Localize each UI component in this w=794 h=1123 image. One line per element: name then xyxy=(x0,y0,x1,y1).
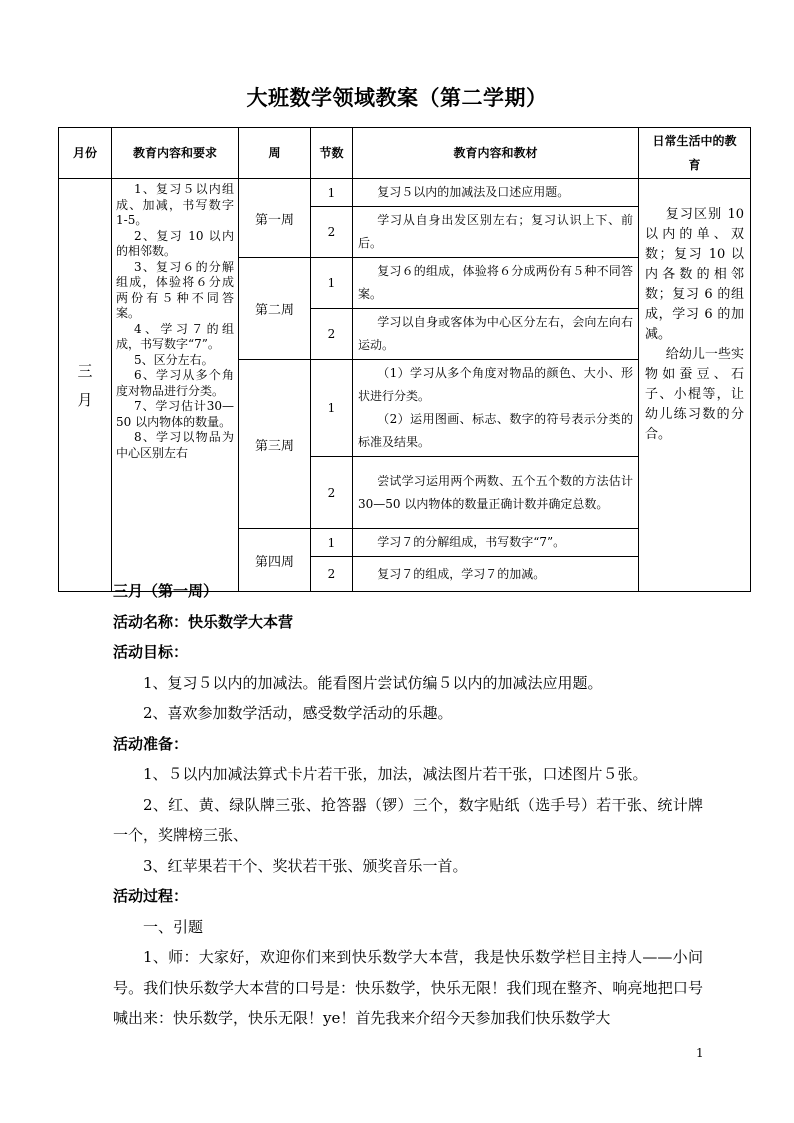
content-line: 复习６的组成，体验将６分成两份有５种不同答案。 xyxy=(358,264,633,301)
content-line: 学习７的分解组成，书写数字“7”。 xyxy=(377,535,566,549)
session-content xyxy=(353,207,639,258)
goal-item: 2、喜欢参加数学活动，感受数学活动的乐趣。 xyxy=(143,704,453,722)
content-line: （1）学习从多个角度对物品的颜色、大小、形状进行分类。 xyxy=(358,366,633,403)
session-number: 1 xyxy=(311,360,353,457)
header-daily: 日常生活中的教育 xyxy=(639,128,751,179)
week-heading: 三月（第一周） xyxy=(113,582,219,600)
table-row xyxy=(59,179,751,207)
month-cell xyxy=(59,179,112,592)
header-requirements: 教育内容和要求 xyxy=(112,128,239,179)
session-number: 1 xyxy=(311,258,353,309)
table-header-row xyxy=(59,128,751,179)
prep-item: 2、红、黄、绿队牌三张、抢答器（锣）三个，数字贴纸（选手号）若干张、统计牌一个，奖牌榜三张、 xyxy=(113,795,703,844)
goals-heading: 活动目标： xyxy=(113,643,189,661)
content-line: 学习从自身出发区别左右；复习认识上下、前后。 xyxy=(358,213,633,250)
session-content xyxy=(353,360,639,457)
content-line: 尝试学习运用两个两数、五个五个数的方法估计 30—50 以内物体的数量正确计数并确定总数。 xyxy=(358,473,633,511)
session-content xyxy=(353,457,639,529)
session-number: 2 xyxy=(311,557,353,592)
prep-item: 3、红苹果若干个、奖状若干张、颁奖音乐一首。 xyxy=(143,856,468,875)
header-session: 节数 xyxy=(311,128,353,179)
document-title: 大班数学领域教案（第二学期） xyxy=(246,85,548,110)
header-month: 月份 xyxy=(59,128,112,179)
session-number: 1 xyxy=(311,179,353,207)
session-content xyxy=(353,529,639,557)
process-item: 一、引题 xyxy=(143,917,204,936)
lesson-plan-table xyxy=(58,127,751,592)
week-label: 第四周 xyxy=(239,529,311,592)
week-label: 第一周 xyxy=(239,179,311,258)
month-char: 月 xyxy=(77,391,93,409)
content-line: 复习７的组成，学习７的加减。 xyxy=(377,566,546,581)
requirement-item: 7、学习估计30—50 以内物体的数量。 xyxy=(116,399,234,429)
requirement-item: 8、学习以物品为中心区别左右 xyxy=(116,430,234,460)
prep-item: 1、５以内加减法算式卡片若干张，加法，减法图片若干张，口述图片５张。 xyxy=(143,765,648,783)
requirement-item: 1、复习５以内组成、加减，书写数字 1-5。 xyxy=(116,182,234,227)
goal-item: 1、复习５以内的加减法。能看图片尝试仿编５以内的加减法应用题。 xyxy=(143,673,603,692)
requirement-item: 2、复习 10 以内的相邻数。 xyxy=(116,228,234,258)
activity-name: 活动名称：快乐数学大本营 xyxy=(113,612,294,631)
session-content xyxy=(353,309,639,360)
process-item: 1、师：大家好，欢迎你们来到快乐数学大本营，我是快乐数学栏目主持人——小问号。我们快乐数学大本营的口号是：快乐数学，快乐无限！我们现在整齐、响亮地把口号喊出来：快乐数学，快乐无限！ye！首先我来介绍今天参加我们快乐数学大 xyxy=(113,948,703,1027)
session-content xyxy=(353,179,639,207)
requirement-item: 3、复习６的分解组成，体验将６分成两份有５种不同答案。 xyxy=(116,259,234,320)
header-week: 周 xyxy=(239,128,311,179)
session-number: 1 xyxy=(311,529,353,557)
session-number: 2 xyxy=(311,309,353,360)
session-number: 2 xyxy=(311,457,353,529)
content-line: 学习以自身或客体为中心区分左右，会向左向右运动。 xyxy=(358,315,633,352)
requirement-item: 4、学习７的组成，书写数字“7”。 xyxy=(116,321,234,351)
prep-heading: 活动准备： xyxy=(113,734,189,753)
session-content xyxy=(353,258,639,309)
week-label: 第二周 xyxy=(239,258,311,360)
requirement-item: 6、学习从多个角度对物品进行分类。 xyxy=(116,368,234,398)
daily-item: 给幼儿一些实物如蚕豆、石子、小棍等，让幼儿练习数的分合。 xyxy=(645,347,744,442)
process-heading: 活动过程： xyxy=(113,887,189,905)
header-content: 教育内容和教材 xyxy=(353,128,639,179)
page-number: 1 xyxy=(696,1046,704,1060)
daily-education-cell xyxy=(639,179,751,592)
content-line: 复习５以内的加减法及口述应用题。 xyxy=(377,185,570,199)
month-char: 三 xyxy=(77,362,93,380)
lesson-body xyxy=(113,576,703,1034)
requirements-cell xyxy=(112,179,239,592)
daily-item: 复习区别 10 以内的单、双数；复习 10 以内各数的相邻数；复习 6 的组成，学习 6 的加减。 xyxy=(645,207,744,342)
requirement-item: 5、区分左右。 xyxy=(134,352,214,367)
session-number: 2 xyxy=(311,207,353,258)
content-line: （2）运用图画、标志、数字的符号表示分类的标准及结果。 xyxy=(358,412,633,449)
week-label: 第三周 xyxy=(239,360,311,529)
